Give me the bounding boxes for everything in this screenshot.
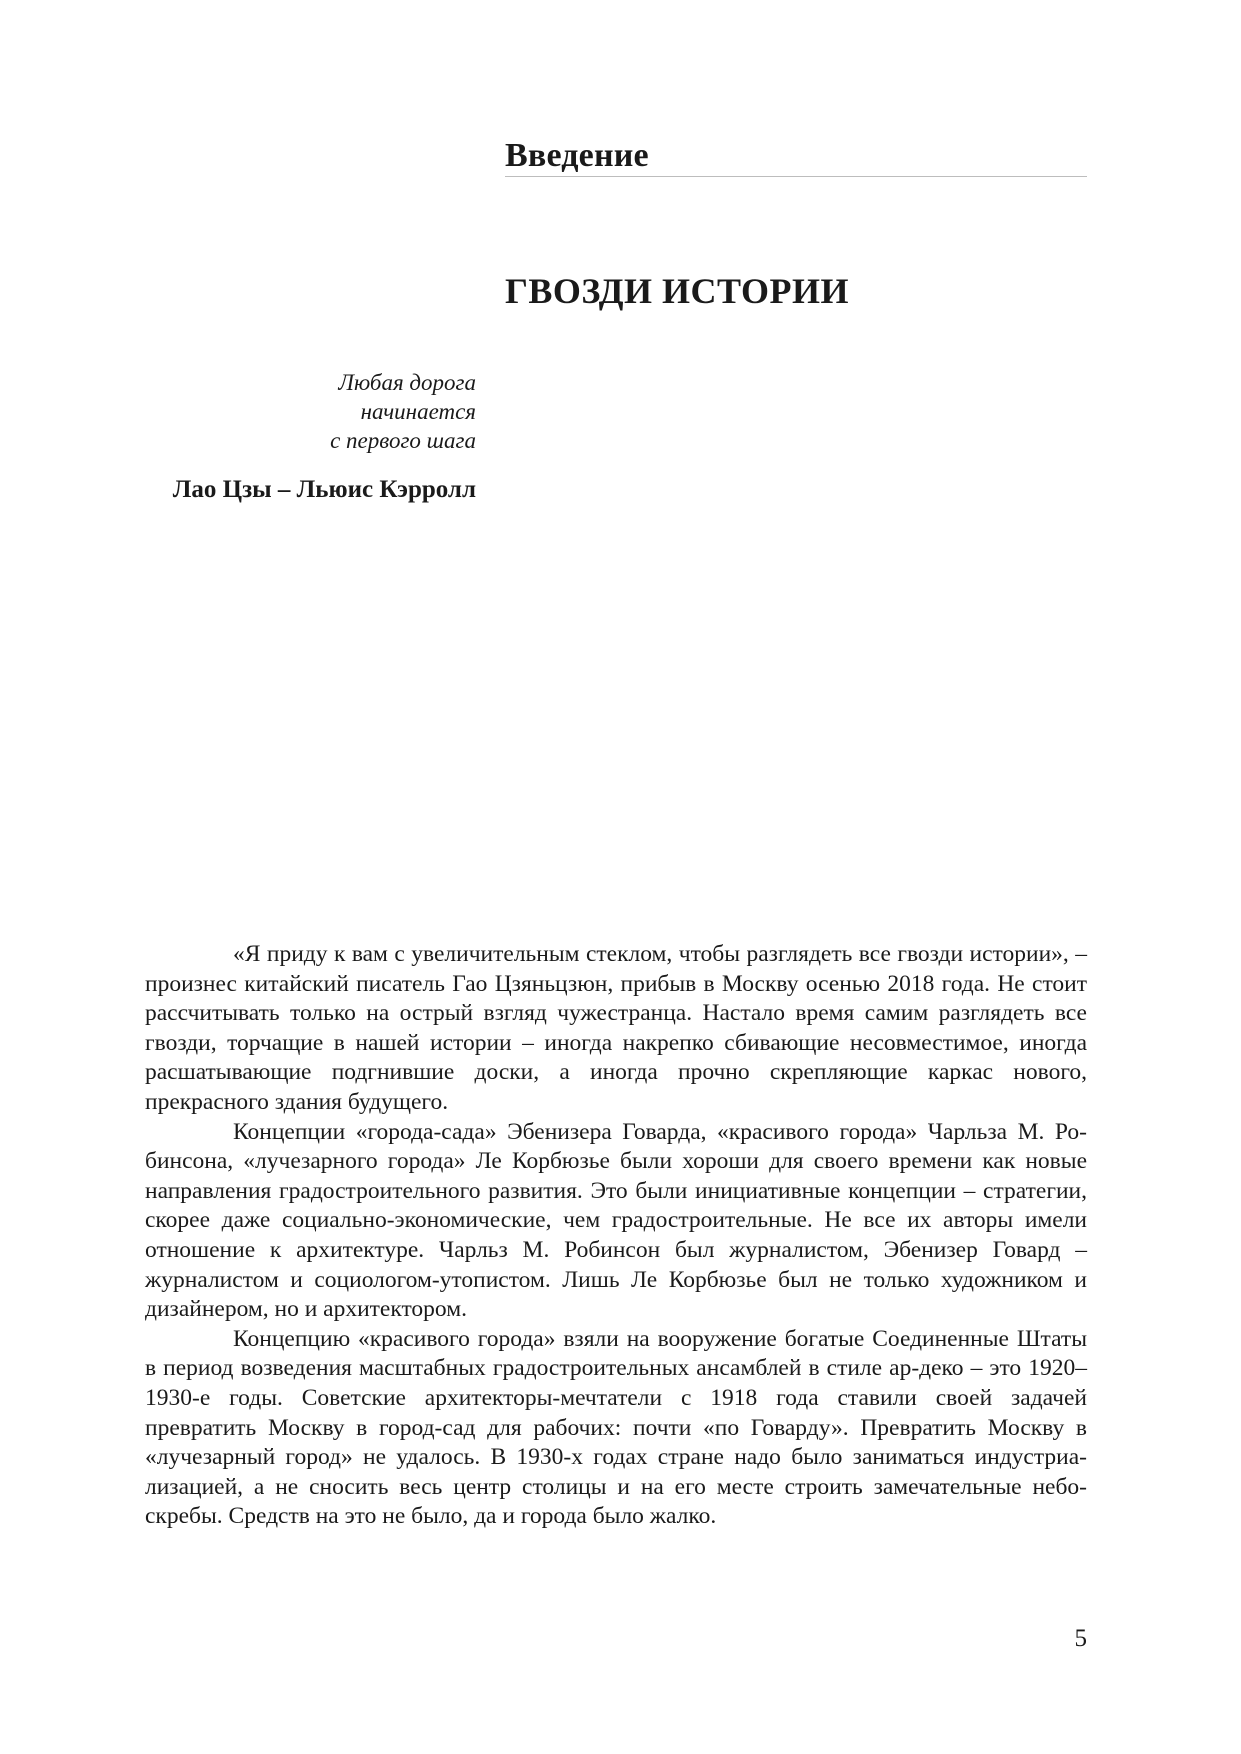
epigraph	[140, 368, 476, 507]
chapter-title: ГВОЗДИ ИСТОРИИ	[505, 271, 850, 311]
section-header	[505, 136, 1087, 177]
epigraph-line: с первого шага	[330, 428, 476, 453]
body-paragraph: «Я приду к вам с увеличительным стеклом, чтобы разглядеть все гвозди истории», – произнес китайский писатель Гао Цзяньцзюн, прибыв в Москву осенью 2018 года. Не стоит рассчитывать только на острый взгляд чужестранца. Настало время самим разглядеть все гвозди, торчащие в нашей истории – иногда накрепко сбивающие несовместимое, иногда расшатывающие подгнившие доски, а иногда прочно скрепляющие каркас нового, прекрасного здания будущего.	[145, 941, 1087, 1115]
body-paragraph: Концепцию «красивого города» взяли на вооружение богатые Соединенные Штаты в период возведения масштабных градостроительных ансамблей в стиле ар-деко – это 1920–1930-е годы. Советские архитекторы-мечтатели с 1918 года ставили своей задачей превратить Москву в город-сад для рабочих: почти «по Говарду». Превратить Москву в «лучезарный город» не удалось. В 1930-х годах стране надо было заниматься индустриализацией, а не сносить весь центр столицы и на его месте строить замечательные небоскребы. Средств на это не было, да и города было жалко.	[145, 1325, 1087, 1530]
epigraph-line: начинается	[360, 399, 476, 424]
body-text	[145, 940, 1087, 1532]
body-paragraph: Концепции «города-сада» Эбенизера Говарда, «красивого города» Чарльза М. Робинсона, «лучезарного города» Ле Корбюзье были хороши для своего времени как новые направления градостроительного развития. Это были инициативные концепции – стратегии, скорее даже социально-экономические, чем градостроительные. Не все их авторы имели отношение к архитектуре. Чарльз М. Робинсон был журналистом, Эбенизер Говард – журналистом и социологом-утопистом. Лишь Ле Корбюзье был не только художником и дизайнером, но и архитектором.	[145, 1118, 1087, 1323]
section-title: Введение	[505, 137, 649, 174]
epigraph-author: Лао Цзы – Льюис Кэрролл	[172, 476, 476, 503]
page-number: 5	[1074, 1625, 1087, 1652]
epigraph-line: Любая дорога	[338, 370, 476, 395]
